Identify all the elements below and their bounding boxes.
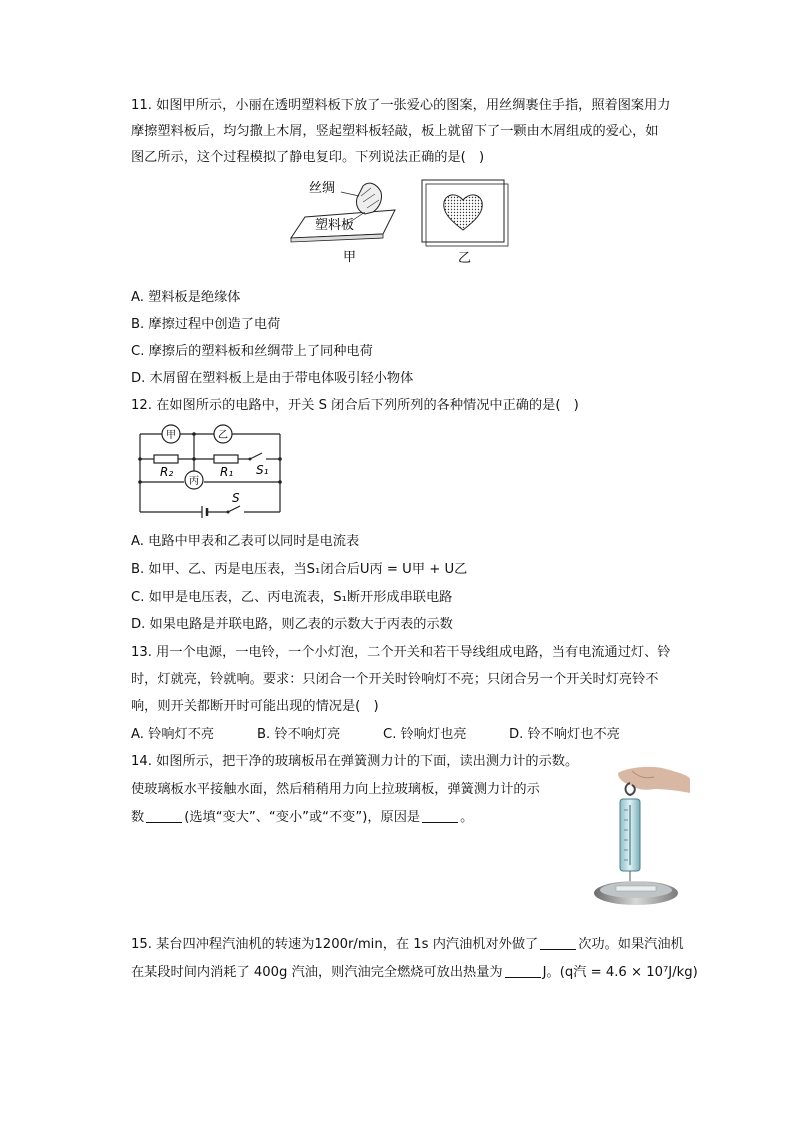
q15-line2: [131, 963, 698, 983]
switch-s-label: S: [232, 491, 240, 505]
q14-text-a: 数: [131, 810, 145, 825]
q11-option-d: D. 木屑留在塑料板上是由于带电体吸引轻小物体: [131, 371, 414, 386]
q11-stem-line2: 摩擦塑料板后，均匀撒上木屑，竖起塑料板轻敲，板上就留下了一颗由木屑组成的爱心，如: [131, 124, 659, 139]
q11-option-a: A. 塑料板是绝缘体: [131, 290, 241, 305]
q15-blank-1[interactable]: [540, 935, 576, 950]
meter-jia: [162, 425, 180, 443]
q13-option-d: D. 铃不响灯也不亮: [509, 727, 620, 742]
q14-blank-2[interactable]: [422, 808, 458, 823]
q11-fig-caption-b: 乙: [458, 251, 472, 266]
q11-fig-plate-label: 塑料板: [315, 218, 355, 233]
q14-blank-1[interactable]: [146, 808, 182, 823]
q15-text-2a: 在某段时间内消耗了 400g 汽油，则汽油完全燃烧可放出热量为: [131, 965, 503, 980]
meter-yi: [214, 425, 232, 443]
q12-circuit-diagram: [132, 422, 292, 522]
q14-stem-line2: 使玻璃板水平接触水面，然后稍稍用力向上拉玻璃板，弹簧测力计的示: [131, 782, 540, 797]
q15-text-1a: 15. 某台四冲程汽油机的转速为1200r/min，在 1s 内汽油机对外做了: [131, 937, 539, 952]
q14-stem-line1: 14. 如图所示，把干净的玻璃板吊在弹簧测力计的下面，读出测力计的示数。: [131, 754, 579, 769]
q14-text-c: 。: [460, 810, 474, 825]
q14-photo-spring-scale: [588, 765, 690, 910]
q15-text-1b: 次功。如果汽油机: [578, 937, 684, 952]
resistor-r1-label: R₁: [220, 465, 234, 479]
q12-option-b: B. 如甲、乙、丙是电压表，当S₁闭合后U丙 = U甲 + U乙: [131, 562, 468, 577]
q11-stem-line1: 11. 如图甲所示，小丽在透明塑料板下放了一张爱心的图案，用丝绸裹住手指，照着图案用力: [131, 98, 671, 113]
q11-figure-a: [285, 172, 405, 267]
q11-figure-b: [420, 178, 510, 268]
hand-icon: [618, 767, 690, 793]
q13-option-c: C. 铃响灯也亮: [383, 727, 467, 742]
resistor-r2-label: R₂: [160, 465, 174, 479]
q15-blank-2[interactable]: [505, 963, 541, 978]
meter-bing: [185, 471, 203, 489]
q12-option-d: D. 如果电路是并联电路，则乙表的示数大于丙表的示数: [131, 617, 453, 632]
q11-option-c: C. 摩擦后的塑料板和丝绸带上了同种电荷: [131, 344, 373, 359]
q14-text-b: (选填“变大”、“变小”或“不变”)，原因是: [184, 810, 421, 825]
q13-stem-line3: 响，则开关都断开时可能出现的情况是( ): [131, 699, 379, 714]
meter-jia-label: 甲: [166, 430, 176, 441]
meter-yi-label: 乙: [218, 430, 228, 441]
q11-stem-line3: 图乙所示，这个过程模拟了静电复印。下列说法正确的是( ): [131, 150, 485, 165]
switch-s1-label: S₁: [256, 463, 269, 477]
q11-fig-caption-a: 甲: [343, 250, 357, 265]
meter-bing-label: 丙: [189, 476, 199, 487]
q12-stem: 12. 在如图所示的电路中，开关 S 闭合后下列所列的各种情况中正确的是( ): [131, 398, 579, 413]
q13-option-a: A. 铃响灯不亮: [131, 727, 215, 742]
q11-fig-silk-label: 丝绸: [309, 181, 336, 196]
q15-text-2b: J。(q汽 = 4.6 × 10⁷J/kg): [542, 965, 698, 980]
q15-line1: [131, 935, 684, 955]
q11-option-b: B. 摩擦过程中创造了电荷: [131, 317, 281, 332]
q12-option-c: C. 如甲是电压表，乙、丙电流表，S₁断开形成串联电路: [131, 590, 453, 605]
q14-stem-line3: [131, 808, 473, 828]
q13-stem-line1: 13. 用一个电源，一电铃，一个小灯泡，二个开关和若干导线组成电路，当有电流通过灯、铃: [131, 645, 671, 660]
q13-stem-line2: 时，灯就亮，铃就响。要求：只闭合一个开关时铃响灯不亮；只闭合另一个开关时灯亮铃不: [131, 672, 659, 687]
q13-option-b: B. 铃不响灯亮: [257, 727, 341, 742]
q12-option-a: A. 电路中甲表和乙表可以同时是电流表: [131, 534, 360, 549]
q13-options-row: [131, 725, 620, 745]
